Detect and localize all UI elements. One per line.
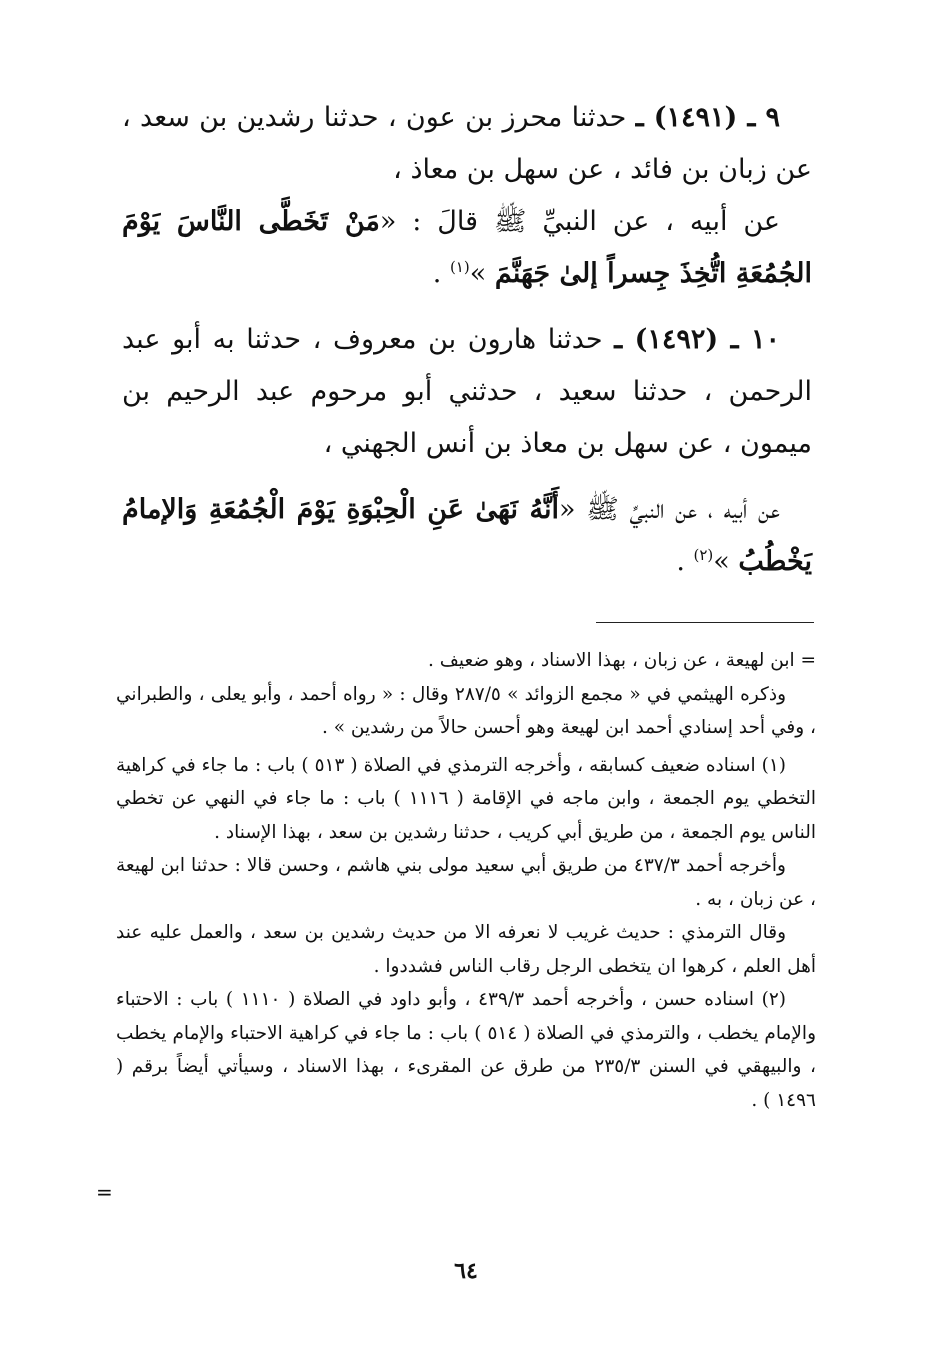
footnote-2: (٢) اسناده حسن ، وأخرجه أحمد ٤٣٩/٣ ، وأبو داود في الصلاة ( ١١١٠ ) باب : الاحتباء والإمام يخطب ، والترمذي في الصلاة ( ٥١٤ ) باب : ما جاء في كراهية الاحتباء والإمام يخطب ، والبيهقي في السنن ٢٣٥/٣ من طرق عن المقرىء ، بهذا الاسناد ، وسيأتي أيضاً برقم ( ١٤٩٦ ) . bbox=[116, 989, 817, 1111]
footnote-1a: (١) اسناده ضعيف كسابقه ، وأخرجه الترمذي في الصلاة ( ٥١٣ ) باب : ما جاء في كراهية التخطي يوم الجمعة ، وابن ماجه في الإقامة ( ١١١٦ ) باب : ما جاء في النهي عن تخطي الناس يوم الجمعة ، من طريق أبي كريب ، حدثنا رشدين بن سعد ، بهذا الإسناد . bbox=[116, 754, 816, 843]
hadith-10-matn bbox=[122, 484, 812, 588]
hadith-10-isnad bbox=[122, 314, 812, 470]
hadith-9-end: . bbox=[432, 258, 450, 289]
hadith-10-isnad-text: حدثنا هارون بن معروف ، حدثنا به أبو عبد الرحمن ، حدثنا سعيد ، حدثني أبو مرحوم عبد الرحيم بن ميمون ، عن سهل بن معاذ بن أنس الجهني ، bbox=[122, 324, 812, 459]
footnote-separator bbox=[596, 622, 814, 623]
hadith-9-number: ٩ ـ (١٤٩١) ـ bbox=[635, 102, 780, 133]
hadith-10-footnote-ref: (٢) bbox=[693, 546, 714, 564]
hadith-9-isnad bbox=[122, 92, 812, 196]
hadith-9-matn bbox=[122, 196, 812, 300]
footnote-continuation-1: = ابن لهيعة ، عن زبان ، بهذا الاسناد ، وهو ضعيف . bbox=[427, 650, 816, 671]
hadith-10-end: . bbox=[676, 546, 694, 577]
footnote-continuation-2: وذكره الهيثمي في « مجمع الزوائد » ٢٨٧/٥ وقال : « رواه أحمد ، وأبو يعلى ، والطبراني ، وفي أحد إسنادي أحمد ابن لهيعة وهو أحسن حالاً من رشدين » . bbox=[116, 683, 816, 738]
continued-mark: = bbox=[96, 1180, 113, 1204]
page-number: ٦٤ bbox=[454, 1258, 478, 1284]
hadith-10-intro: عن أبيه ، عن النبيِّ ﷺ « bbox=[559, 494, 780, 525]
footnote-1b: وأخرجه أحمد ٤٣٧/٣ من طريق أبي سعيد مولى بني هاشم ، وحسن قالا : حدثنا ابن لهيعة ، عن زبان ، به . bbox=[116, 855, 816, 910]
hadith-10-matn-text: أَنَّهُ نَهَىٰ عَنِ الْحِبْوَةِ يَوْمَ الْجُمُعَةِ وَالإمامُ يَخْطُبُ bbox=[122, 494, 812, 577]
hadith-9-isnad-text: حدثنا محرز بن عون ، حدثنا رشدين بن سعد ، عن زبان بن فائد ، عن سهل بن معاذ ، bbox=[122, 102, 812, 185]
hadith-10-number: ١٠ ـ (١٤٩٢) ـ bbox=[614, 324, 780, 355]
hadith-10-closing: » bbox=[713, 546, 730, 577]
hadith-9-footnote-ref: (١) bbox=[449, 258, 470, 276]
hadith-9-intro: عن أبيه ، عن النبيِّ ﷺ قالَ : « bbox=[379, 206, 780, 237]
hadith-9-closing: » bbox=[469, 258, 487, 289]
footnotes bbox=[116, 644, 816, 1117]
footnote-1c: وقال الترمذي : حديث غريب لا نعرفه الا من حديث رشدين بن سعد ، والعمل عليه عند أهل العلم ، كرهوا ان يتخطى الرجل رقاب الناس فشددوا . bbox=[116, 922, 816, 977]
hadith-9-matn-text: مَنْ تَخَطَّى النَّاسَ يَوْمَ الجُمُعَةِ اتُّخِذَ جِسراً إلىٰ جَهَنَّمَ bbox=[122, 206, 812, 289]
main-text bbox=[122, 92, 812, 588]
